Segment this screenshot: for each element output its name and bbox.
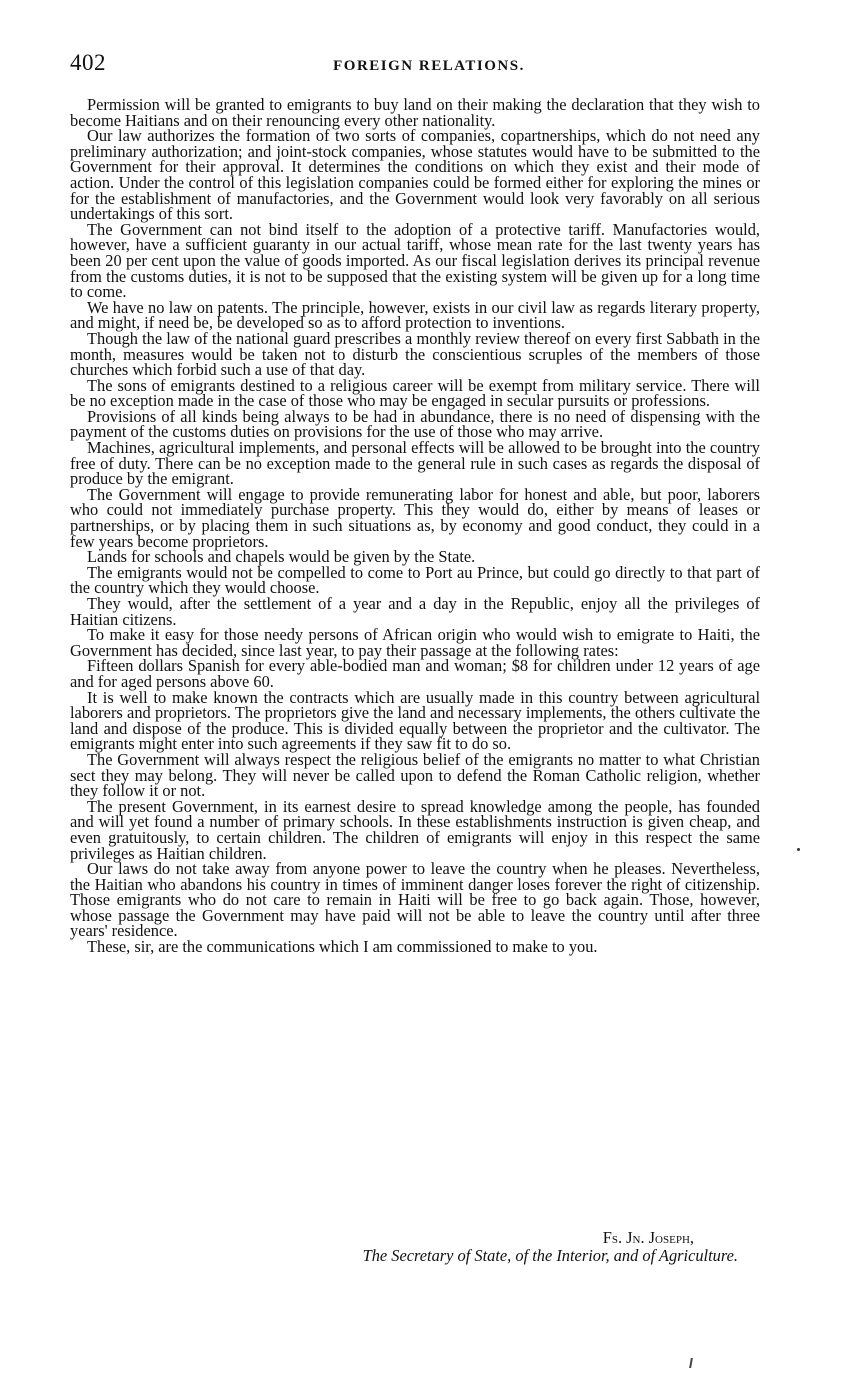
paragraph: These, sir, are the communications which I am commissioned to make to you. <box>87 937 598 957</box>
page-header <box>70 50 758 80</box>
paragraph: Lands for schools and chapels would be given by the State. <box>87 547 476 567</box>
signature-block <box>70 1229 738 1265</box>
paragraph: Our law authorizes the formation of two sorts of companies, copartnerships, which do not need any preliminary authorization; and joint-stock companies, whose statutes would have to be submitted to the Government for their approval. It determines the conditions on which they exist and their mode of action. Under the control of this legislation companies could be formed either for exploring the mines or for the establishment of manufactories, and the Government would look very favorably on all serious undertakings of this sort. <box>70 126 760 224</box>
paragraph: We have no law on patents. The principle, however, exists in our civil law as regards literary property, and might, if need be, be developed so as to afford protection to inventions. <box>70 297 760 333</box>
running-title: FOREIGN RELATIONS. <box>333 58 525 74</box>
paragraph: The emigrants would not be compelled to come to Port au Prince, but could go directly to that part of the country which they would choose. <box>70 562 760 598</box>
paragraph: The Government will engage to provide remunerating labor for honest and able, but poor, laborers who could not immediately purchase property. This they would do, either by means of leases or partnerships, or by placing them in such situations as, by economy and good conduct, they could in a few years become proprietors. <box>70 484 760 551</box>
paragraph: Our laws do not take away from anyone power to leave the country when he pleases. Nevertheless, the Haitian who abandons his country in times of imminent danger loses forever the right of citizenship. Those emigrants who do not care to remain in Haiti will be free to go back again. Those, however, whose passage the Government may have paid will not be able to leave the country until after three years' residence. <box>70 859 760 941</box>
signatory-name: Fs. Jn. Joseph, <box>602 1228 694 1247</box>
body-text <box>70 97 760 955</box>
paragraph: The Government will always respect the religious belief of the emigrants no matter to what Christian sect they may belong. They will never be called upon to defend the Roman Catholic religion, whether they follow it or not. <box>70 749 760 801</box>
paragraph: Though the law of the national guard prescribes a monthly review thereof on every first Sabbath in the month, measures would be taken not to disturb the conscientious scruples of the members of those churches which forbid such a use of that day. <box>70 328 760 380</box>
paragraph: Permission will be granted to emigrants to buy land on their making the declaration that they wish to become Haitians and on their renouncing every other nationality. <box>70 95 760 130</box>
paragraph: The Government can not bind itself to the adoption of a protective tariff. Manufactories would, however, have a sufficient guaranty in our actual tariff, whose mean rate for the last twenty years has been 20 per cent upon the value of goods imported. As our fiscal legislation derives its principal revenue from the customs duties, it is not to be supposed that the existing system will be given up for a long time to come. <box>70 219 760 302</box>
paragraph: It is well to make known the contracts which are usually made in this country between agricultural laborers and proprietors. The proprietors give the land and necessary implements, the others cultivate the land and dispose of the produce. This is divided equally between the proprietor and the cultivator. The emigrants might enter into such agreements if they saw fit to do so. <box>70 687 760 754</box>
paragraph: The sons of emigrants destined to a religious career will be exempt from military service. There will be no exception made in the case of those who may be engaged in secular pursuits or professions. <box>70 375 760 411</box>
signatory-title: The Secretary of State, of the Interior, and of Agriculture. <box>362 1246 738 1265</box>
scan-speck <box>797 848 800 851</box>
paragraph: The present Government, in its earnest desire to spread knowledge among the people, has founded and will yet found a number of primary schools. In these establishments instruction is given cheap, and even gratuitously, to certain children. The children of emigrants will enjoy in this respect the same privileges as Haitian children. <box>70 796 760 863</box>
paragraph: Fifteen dollars Spanish for every able-bodied man and woman; $8 for children under 12 years of age and for aged persons above 60. <box>70 656 760 691</box>
scan-mark <box>689 1358 693 1368</box>
paragraph: To make it easy for those needy persons of African origin who would wish to emigrate to Haiti, the Government has decided, since last year, to pay their passage at the following rates: <box>70 625 760 660</box>
paragraph: Provisions of all kinds being always to be had in abundance, there is no need of dispensing with the payment of the customs duties on provisions for the use of those who may arrive. <box>70 406 760 442</box>
page-number: 402 <box>70 50 106 75</box>
paragraph: They would, after the settlement of a year and a day in the Republic, enjoy all the privileges of Haitian citizens. <box>70 594 760 629</box>
paragraph: Machines, agricultural implements, and personal effects will be allowed to be brought into the country free of duty. There can be no exception made to the general rule in such cases as regards the disposal of produce by the emigrant. <box>70 438 760 489</box>
